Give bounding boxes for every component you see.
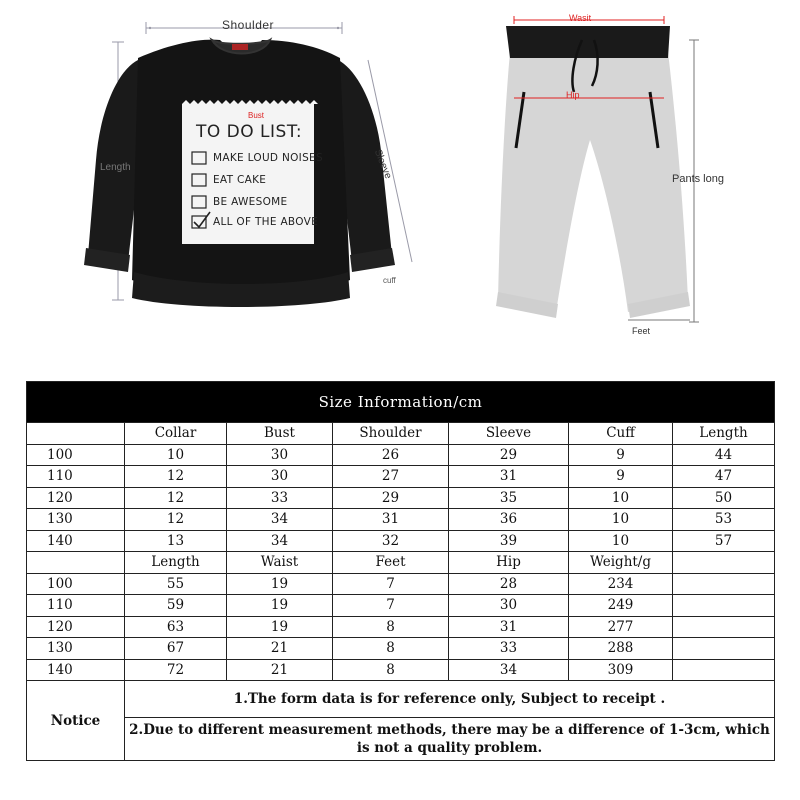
todo-item: BE AWESOME [213,196,288,208]
bust-label: Bust [248,111,265,120]
table-row [27,659,775,681]
empty-cell [673,616,775,638]
value-cell: 277 [569,616,673,638]
table-row [27,444,775,466]
value-cell: 288 [569,638,673,660]
header-cell: Cuff [569,423,673,445]
size-cell: 120 [27,616,125,638]
header-cell: Length [125,552,227,574]
shoulder-label: Shoulder [222,18,275,32]
value-cell: 10 [569,530,673,552]
value-cell: 30 [227,466,333,488]
table-title-row [27,382,775,423]
header-cell-empty [27,423,125,445]
table-row [27,595,775,617]
size-cell: 100 [27,444,125,466]
size-cell: 110 [27,466,125,488]
value-cell: 32 [333,530,449,552]
value-cell: 249 [569,595,673,617]
value-cell: 8 [333,616,449,638]
value-cell: 35 [449,487,569,509]
header-cell: Hip [449,552,569,574]
value-cell: 29 [333,487,449,509]
header-cell: Collar [125,423,227,445]
value-cell: 44 [673,444,775,466]
value-cell: 31 [449,616,569,638]
notice-label: Notice [27,681,125,761]
value-cell: 9 [569,466,673,488]
feet-label: Feet [632,326,651,336]
value-cell: 55 [125,573,227,595]
table-row [27,616,775,638]
value-cell: 10 [125,444,227,466]
todo-item: ALL OF THE ABOVE [213,216,319,228]
product-illustration [0,0,800,370]
value-cell: 30 [449,595,569,617]
hip-label: Hip [566,90,580,100]
value-cell: 7 [333,595,449,617]
value-cell: 34 [227,509,333,531]
value-cell: 27 [333,466,449,488]
table-row [27,530,775,552]
table-row [27,638,775,660]
todo-title: TO DO LIST: [196,122,303,142]
empty-cell [673,573,775,595]
header-cell: Length [673,423,775,445]
size-table [26,381,775,761]
notice-row [27,718,775,761]
header-cell-empty [673,552,775,574]
size-cell: 120 [27,487,125,509]
value-cell: 39 [449,530,569,552]
value-cell: 31 [449,466,569,488]
value-cell: 34 [449,659,569,681]
value-cell: 57 [673,530,775,552]
value-cell: 30 [227,444,333,466]
shirt-header-row [27,423,775,445]
pants-shape [496,26,690,318]
value-cell: 7 [333,573,449,595]
value-cell: 8 [333,659,449,681]
value-cell: 34 [227,530,333,552]
pants-long-label: Pants long [672,173,724,185]
size-cell: 110 [27,595,125,617]
header-cell-empty [27,552,125,574]
value-cell: 33 [449,638,569,660]
empty-cell [673,638,775,660]
header-cell: Shoulder [333,423,449,445]
value-cell: 59 [125,595,227,617]
todo-item: MAKE LOUD NOISES [213,152,323,164]
header-cell: Bust [227,423,333,445]
cuff-label: cuff [383,276,396,285]
size-cell: 130 [27,638,125,660]
value-cell: 10 [569,487,673,509]
value-cell: 12 [125,466,227,488]
size-cell: 140 [27,530,125,552]
notice-line-1: 1.The form data is for reference only, Subject to receipt . [125,681,775,718]
value-cell: 36 [449,509,569,531]
value-cell: 19 [227,595,333,617]
waist-label: Wasit [569,13,592,23]
value-cell: 12 [125,487,227,509]
value-cell: 50 [673,487,775,509]
value-cell: 26 [333,444,449,466]
value-cell: 67 [125,638,227,660]
table-title: Size Information/cm [27,382,775,423]
value-cell: 29 [449,444,569,466]
value-cell: 72 [125,659,227,681]
todo-item: EAT CAKE [213,174,267,186]
value-cell: 21 [227,638,333,660]
header-cell: Weight/g [569,552,673,574]
value-cell: 28 [449,573,569,595]
pants-header-row [27,552,775,574]
header-cell: Waist [227,552,333,574]
value-cell: 47 [673,466,775,488]
notice-line-2: 2.Due to different measurement methods, there may be a difference of 1-3cm, which is not a quality problem. [125,718,775,761]
sleeve-label: Sleeve [371,148,394,181]
size-cell: 130 [27,509,125,531]
value-cell: 19 [227,616,333,638]
shirt-length-label: Length [100,162,131,173]
value-cell: 10 [569,509,673,531]
value-cell: 12 [125,509,227,531]
empty-cell [673,659,775,681]
table-row [27,487,775,509]
value-cell: 13 [125,530,227,552]
header-cell: Feet [333,552,449,574]
value-cell: 9 [569,444,673,466]
value-cell: 53 [673,509,775,531]
notice-row [27,681,775,718]
value-cell: 21 [227,659,333,681]
size-cell: 100 [27,573,125,595]
size-cell: 140 [27,659,125,681]
table-row [27,466,775,488]
empty-cell [673,595,775,617]
table-row [27,509,775,531]
header-cell: Sleeve [449,423,569,445]
garment-drawing [0,0,800,370]
value-cell: 309 [569,659,673,681]
value-cell: 63 [125,616,227,638]
table-row [27,573,775,595]
value-cell: 8 [333,638,449,660]
value-cell: 19 [227,573,333,595]
value-cell: 31 [333,509,449,531]
value-cell: 33 [227,487,333,509]
value-cell: 234 [569,573,673,595]
